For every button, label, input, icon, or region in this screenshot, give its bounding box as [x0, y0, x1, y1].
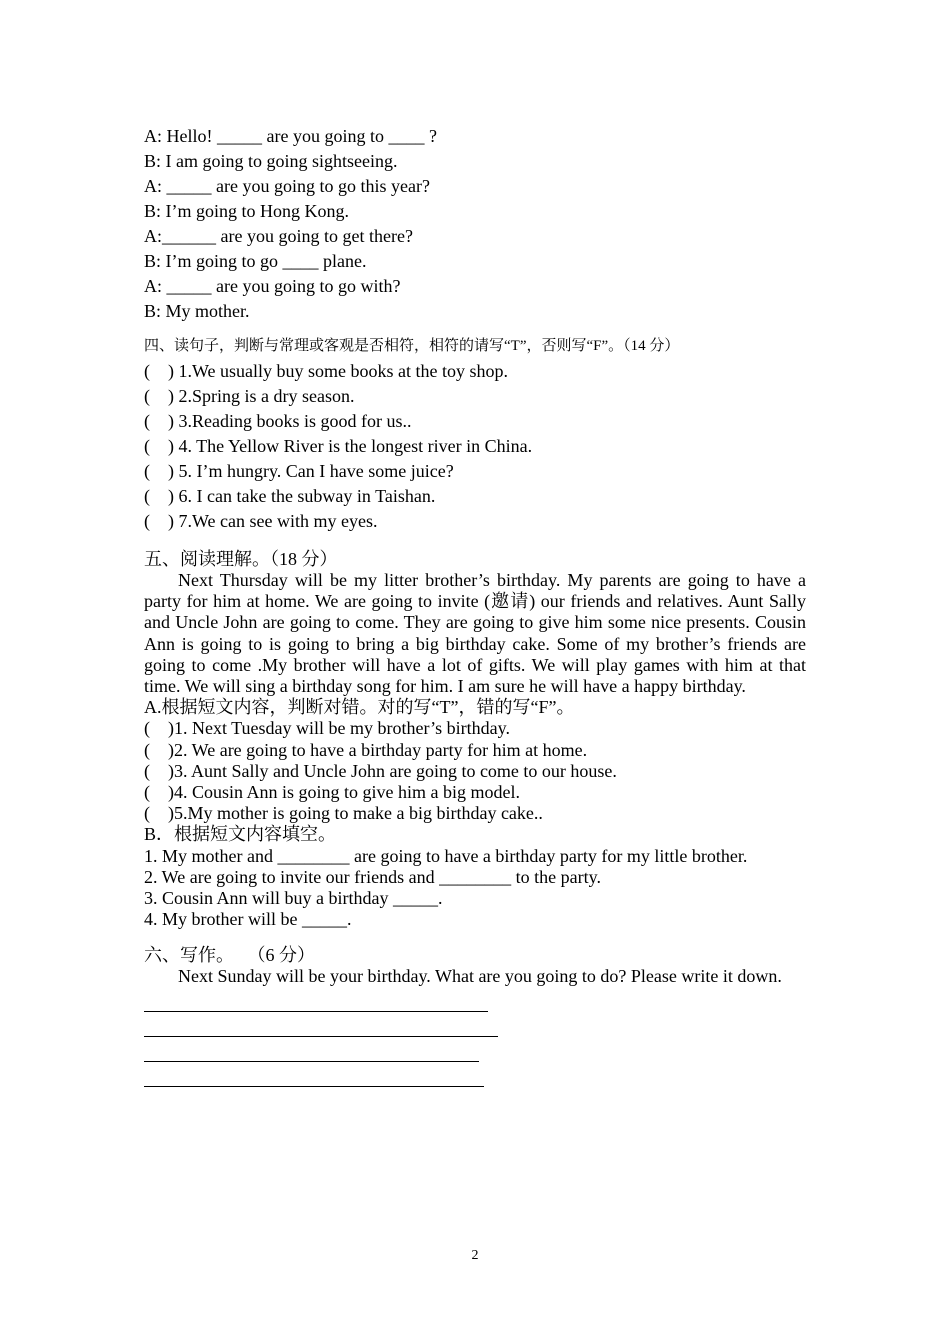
part-b-item: 4. My brother will be _____.	[144, 909, 352, 930]
part-b-item: 2. We are going to invite our friends and ________ to the party.	[144, 866, 601, 887]
writing-line[interactable]	[144, 1062, 484, 1087]
dialogue-line: A: Hello! _____ are you going to ____ ?	[144, 126, 437, 146]
dialogue	[144, 124, 806, 324]
reading-passage: Next Thursday will be my litter brother’s birthday. My parents are going to have a party for him at home. We are going to invite (邀请) our friends and relatives. Aunt Sally and Uncle John are going to come. They are going to give him some nice presents. Cousin Ann is going to is going to bring a big birthday cake. Some of my brother’s friends are going to come .My brother will have a lot of gifts. We will play games with him at that time. We will sing a birthday song for him. I am sure he will have a happy birthday.	[144, 570, 806, 697]
judgement-item: ( ) 5. I’m hungry. Can I have some juice?	[144, 461, 454, 481]
part-b-heading: B．根据短文内容填空。	[144, 824, 337, 845]
judgement-item: ( ) 2.Spring is a dry season.	[144, 386, 355, 406]
dialogue-line: B: I’m going to go ____ plane.	[144, 251, 367, 271]
judgement-item: ( ) 4. The Yellow River is the longest river in China.	[144, 436, 533, 456]
writing-prompt: Next Sunday will be your birthday. What are you going to do? Please write it down.	[178, 966, 782, 987]
judgement-item: ( ) 6. I can take the subway in Taishan.	[144, 486, 436, 506]
part-b-item: 3. Cousin Ann will buy a birthday _____.	[144, 887, 443, 908]
section-4-heading: 四、读句子，判断与常理或客观是否相符，相符的请写“T”，否则写“F”。（14 分）	[144, 338, 680, 354]
part-b-item: 1. My mother and ________ are going to have a birthday party for my little brother.	[144, 845, 748, 866]
dialogue-line: A:______ are you going to get there?	[144, 226, 413, 246]
part-a-heading: A.根据短文内容，判断对错。对的写“T”，错的写“F”。	[144, 697, 575, 718]
part-a-item: ( )3. Aunt Sally and Uncle John are going to come to our house.	[144, 760, 617, 781]
page-number: 2	[471, 1248, 479, 1263]
dialogue-line: A: _____ are you going to go this year?	[144, 176, 430, 196]
section-5	[144, 548, 806, 930]
part-a-item: ( )4. Cousin Ann is going to give him a big model.	[144, 781, 520, 802]
writing-line[interactable]	[144, 1012, 498, 1037]
worksheet-page	[144, 124, 806, 1087]
judgement-item: ( ) 7.We can see with my eyes.	[144, 511, 378, 531]
writing-line[interactable]	[144, 987, 488, 1012]
section-4	[144, 334, 806, 534]
judgement-item: ( ) 1.We usually buy some books at the toy shop.	[144, 361, 509, 381]
judgement-item: ( ) 3.Reading books is good for us..	[144, 411, 412, 431]
section-6-heading: 六、写作。 （6 分）	[144, 945, 315, 966]
dialogue-line: B: My mother.	[144, 301, 250, 321]
part-a-item: ( )2. We are going to have a birthday party for him at home.	[144, 739, 588, 760]
dialogue-line: A: _____ are you going to go with?	[144, 276, 401, 296]
section-5-heading: 五、阅读理解。（18 分）	[144, 549, 338, 569]
part-a-item: ( )1. Next Tuesday will be my brother’s birthday.	[144, 718, 510, 739]
writing-line[interactable]	[144, 1037, 479, 1062]
dialogue-line: B: I’m going to Hong Kong.	[144, 201, 349, 221]
part-a-item: ( )5.My mother is going to make a big birthday cake..	[144, 803, 543, 824]
section-6	[144, 944, 806, 1087]
dialogue-line: B: I am going to going sightseeing.	[144, 151, 398, 171]
